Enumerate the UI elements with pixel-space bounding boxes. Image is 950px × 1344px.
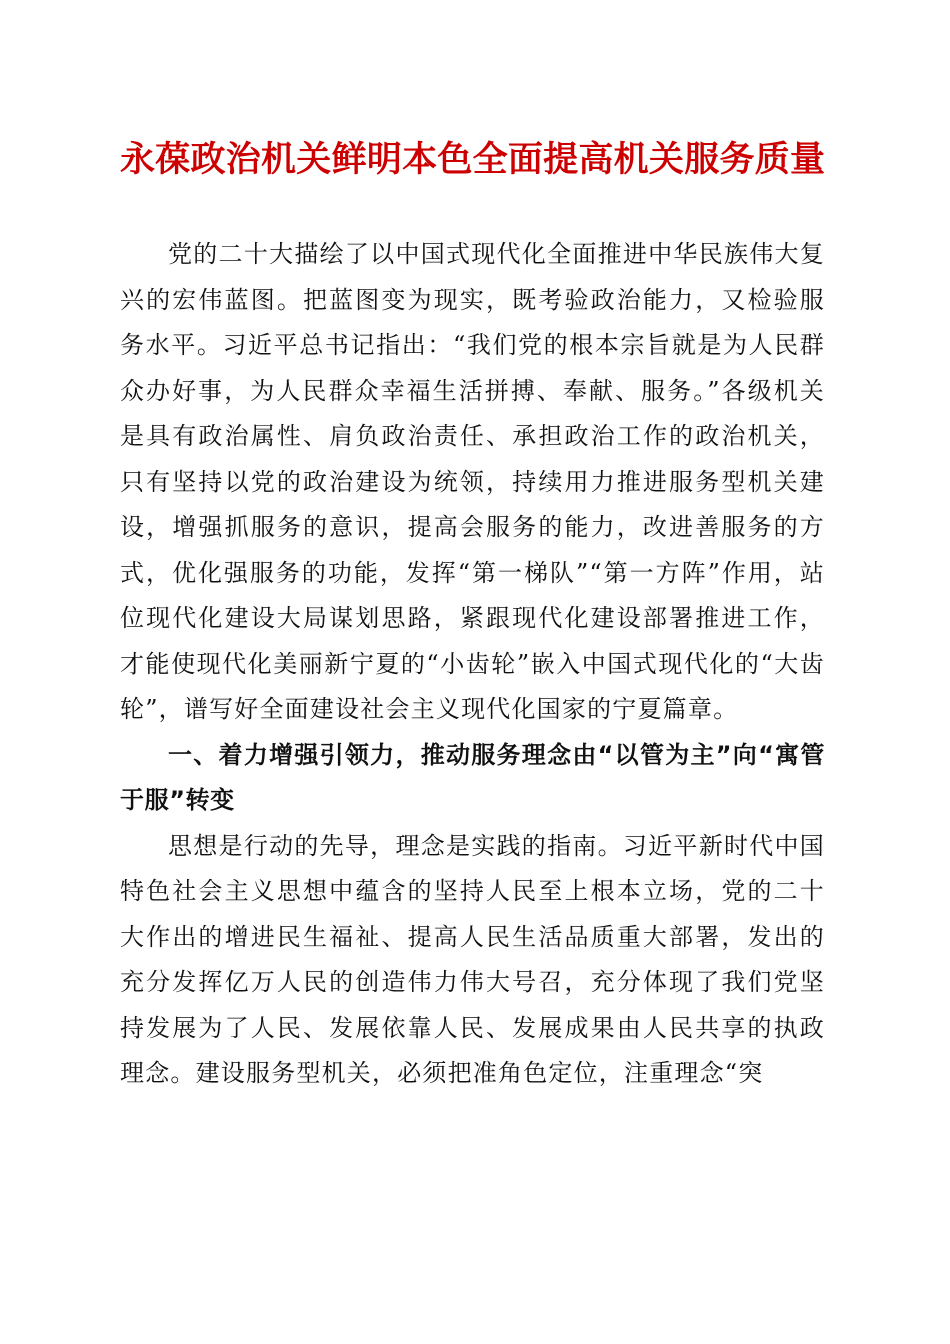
section-1-paragraph: 思想是行动的先导，理念是实践的指南。习近平新时代中国特色社会主义思想中蕴含的坚持人民至上根本立场，党的二十大作出的增进民生福祉、提高人民生活品质重大部署，发出的充分发挥亿万人民的创造伟力伟大号召，充分体现了我们党坚持发展为了人民、发展依靠人民、发展成果由人民共享的执政理念。建设服务型机关，必须把准角色定位，注重理念“突 [120, 831, 825, 1087]
section-heading-1: 一、着力增强引领力，推动服务理念由“以管为主”向“寓管于服”转变 [120, 740, 825, 814]
document-title: 永葆政治机关鲜明本色全面提高机关服务质量 [120, 139, 825, 180]
intro-paragraph: 党的二十大描绘了以中国式现代化全面推进中华民族伟大复兴的宏伟蓝图。把蓝图变为现实，既考验政治能力，又检验服务水平。习近平总书记指出：“我们党的根本宗旨就是为人民群众办好事，为人民群众幸福生活拼搏、奉献、服务。”各级机关是具有政治属性、肩负政治责任、承担政治工作的政治机关，只有坚持以党的政治建设为统领，持续用力推进服务型机关建设，增强抓服务的意识，提高会服务的能力，改进善服务的方式，优化强服务的功能，发挥“第一梯队”“第一方阵”作用，站位现代化建设大局谋划思路，紧跟现代化建设部署推进工作，才能使现代化美丽新宁夏的“小齿轮”嵌入中国式现代化的“大齿轮”，谱写好全面建设社会主义现代化国家的宁夏篇章。 [120, 240, 825, 723]
document-body [120, 232, 825, 1097]
